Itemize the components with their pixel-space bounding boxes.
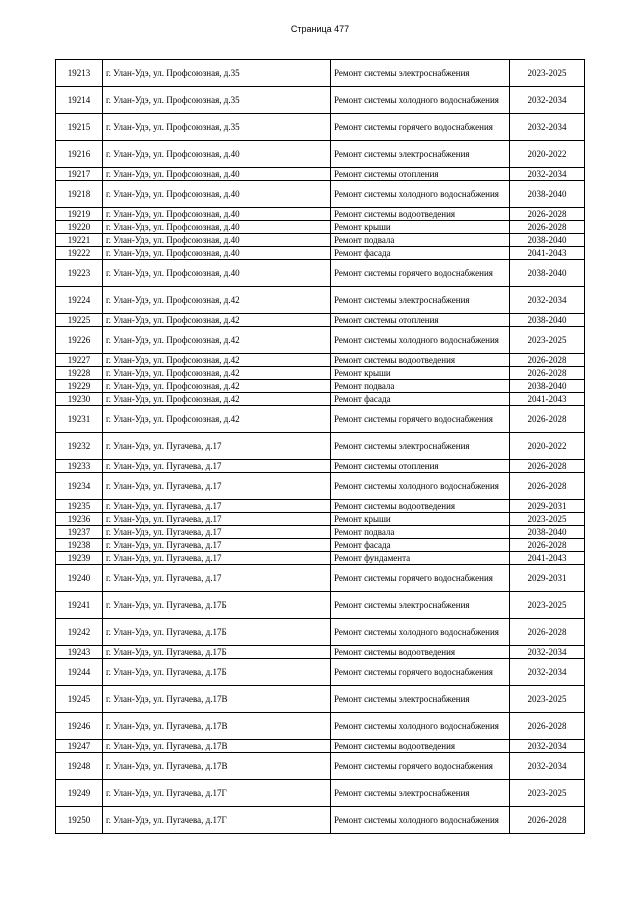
work-type-cell: Ремонт системы электроснабжения — [331, 686, 510, 713]
row-number-cell: 19224 — [56, 287, 103, 314]
table-row — [56, 393, 585, 406]
table-row — [56, 260, 585, 287]
period-cell: 2026-2028 — [510, 619, 585, 646]
table-row — [56, 380, 585, 393]
period-cell: 2032-2034 — [510, 646, 585, 659]
address-cell: г. Улан-Удэ, ул. Профсоюзная, д.40 — [103, 141, 331, 168]
row-number-cell: 19226 — [56, 327, 103, 354]
period-cell: 2032-2034 — [510, 659, 585, 686]
row-number-cell: 19235 — [56, 500, 103, 513]
table-row — [56, 807, 585, 834]
row-number-cell: 19247 — [56, 740, 103, 753]
period-cell: 2020-2022 — [510, 141, 585, 168]
table-row — [56, 287, 585, 314]
work-type-cell: Ремонт системы водоотведения — [331, 646, 510, 659]
row-number-cell: 19223 — [56, 260, 103, 287]
row-number-cell: 19233 — [56, 460, 103, 473]
work-type-cell: Ремонт системы электроснабжения — [331, 780, 510, 807]
address-cell: г. Улан-Удэ, ул. Пугачева, д.17Б — [103, 659, 331, 686]
table-row — [56, 247, 585, 260]
address-cell: г. Улан-Удэ, ул. Пугачева, д.17 — [103, 513, 331, 526]
row-number-cell: 19237 — [56, 526, 103, 539]
table-row — [56, 114, 585, 141]
table-row — [56, 500, 585, 513]
period-cell: 2026-2028 — [510, 807, 585, 834]
table-row — [56, 659, 585, 686]
table-row — [56, 513, 585, 526]
period-cell: 2032-2034 — [510, 114, 585, 141]
address-cell: г. Улан-Удэ, ул. Пугачева, д.17 — [103, 539, 331, 552]
period-cell: 2038-2040 — [510, 526, 585, 539]
table-row — [56, 181, 585, 208]
period-cell: 2026-2028 — [510, 367, 585, 380]
period-cell: 2029-2031 — [510, 500, 585, 513]
row-number-cell: 19220 — [56, 221, 103, 234]
address-cell: г. Улан-Удэ, ул. Профсоюзная, д.42 — [103, 406, 331, 433]
work-type-cell: Ремонт крыши — [331, 513, 510, 526]
address-cell: г. Улан-Удэ, ул. Профсоюзная, д.40 — [103, 260, 331, 287]
address-cell: г. Улан-Удэ, ул. Пугачева, д.17В — [103, 753, 331, 780]
work-type-cell: Ремонт крыши — [331, 367, 510, 380]
period-cell: 2026-2028 — [510, 473, 585, 500]
row-number-cell: 19248 — [56, 753, 103, 780]
address-cell: г. Улан-Удэ, ул. Пугачева, д.17Г — [103, 780, 331, 807]
table-row — [56, 141, 585, 168]
work-type-cell: Ремонт системы отопления — [331, 314, 510, 327]
row-number-cell: 19217 — [56, 168, 103, 181]
work-type-cell: Ремонт системы холодного водоснабжения — [331, 327, 510, 354]
period-cell: 2038-2040 — [510, 181, 585, 208]
work-type-cell: Ремонт подвала — [331, 526, 510, 539]
row-number-cell: 19244 — [56, 659, 103, 686]
work-type-cell: Ремонт системы холодного водоснабжения — [331, 713, 510, 740]
address-cell: г. Улан-Удэ, ул. Профсоюзная, д.42 — [103, 393, 331, 406]
work-type-cell: Ремонт системы горячего водоснабжения — [331, 659, 510, 686]
work-type-cell: Ремонт системы отопления — [331, 168, 510, 181]
row-number-cell: 19213 — [56, 60, 103, 87]
work-type-cell: Ремонт фасада — [331, 539, 510, 552]
address-cell: г. Улан-Удэ, ул. Пугачева, д.17Б — [103, 646, 331, 659]
period-cell: 2032-2034 — [510, 753, 585, 780]
address-cell: г. Улан-Удэ, ул. Профсоюзная, д.42 — [103, 327, 331, 354]
address-cell: г. Улан-Удэ, ул. Профсоюзная, д.40 — [103, 221, 331, 234]
table-row — [56, 565, 585, 592]
work-type-cell: Ремонт системы холодного водоснабжения — [331, 473, 510, 500]
table-row — [56, 460, 585, 473]
page-number-label: Страница 477 — [290, 24, 350, 34]
period-cell: 2023-2025 — [510, 60, 585, 87]
table-row — [56, 60, 585, 87]
row-number-cell: 19228 — [56, 367, 103, 380]
repair-schedule-table — [55, 59, 585, 834]
address-cell: г. Улан-Удэ, ул. Профсоюзная, д.35 — [103, 114, 331, 141]
row-number-cell: 19242 — [56, 619, 103, 646]
table-row — [56, 168, 585, 181]
period-cell: 2032-2034 — [510, 87, 585, 114]
address-cell: г. Улан-Удэ, ул. Профсоюзная, д.42 — [103, 314, 331, 327]
period-cell: 2026-2028 — [510, 539, 585, 552]
table-row — [56, 354, 585, 367]
work-type-cell: Ремонт крыши — [331, 221, 510, 234]
period-cell: 2041-2043 — [510, 393, 585, 406]
table-row — [56, 473, 585, 500]
row-number-cell: 19216 — [56, 141, 103, 168]
period-cell: 2023-2025 — [510, 686, 585, 713]
table-row — [56, 367, 585, 380]
row-number-cell: 19232 — [56, 433, 103, 460]
address-cell: г. Улан-Удэ, ул. Профсоюзная, д.42 — [103, 367, 331, 380]
work-type-cell: Ремонт системы водоотведения — [331, 740, 510, 753]
period-cell: 2032-2034 — [510, 168, 585, 181]
period-cell: 2026-2028 — [510, 221, 585, 234]
row-number-cell: 19221 — [56, 234, 103, 247]
table-row — [56, 433, 585, 460]
table-row — [56, 646, 585, 659]
table-row — [56, 406, 585, 433]
row-number-cell: 19214 — [56, 87, 103, 114]
period-cell: 2041-2043 — [510, 552, 585, 565]
address-cell: г. Улан-Удэ, ул. Пугачева, д.17Б — [103, 592, 331, 619]
row-number-cell: 19249 — [56, 780, 103, 807]
table-body — [56, 60, 585, 834]
period-cell: 2023-2025 — [510, 513, 585, 526]
row-number-cell: 19246 — [56, 713, 103, 740]
row-number-cell: 19215 — [56, 114, 103, 141]
row-number-cell: 19241 — [56, 592, 103, 619]
work-type-cell: Ремонт системы горячего водоснабжения — [331, 114, 510, 141]
address-cell: г. Улан-Удэ, ул. Пугачева, д.17В — [103, 713, 331, 740]
work-type-cell: Ремонт системы электроснабжения — [331, 592, 510, 619]
work-type-cell: Ремонт фасада — [331, 393, 510, 406]
row-number-cell: 19227 — [56, 354, 103, 367]
table-row — [56, 740, 585, 753]
address-cell: г. Улан-Удэ, ул. Профсоюзная, д.35 — [103, 87, 331, 114]
address-cell: г. Улан-Удэ, ул. Пугачева, д.17 — [103, 433, 331, 460]
table-row — [56, 526, 585, 539]
work-type-cell: Ремонт системы электроснабжения — [331, 60, 510, 87]
work-type-cell: Ремонт системы электроснабжения — [331, 287, 510, 314]
period-cell: 2023-2025 — [510, 780, 585, 807]
row-number-cell: 19231 — [56, 406, 103, 433]
address-cell: г. Улан-Удэ, ул. Профсоюзная, д.40 — [103, 234, 331, 247]
row-number-cell: 19245 — [56, 686, 103, 713]
table-row — [56, 552, 585, 565]
work-type-cell: Ремонт системы водоотведения — [331, 208, 510, 221]
row-number-cell: 19218 — [56, 181, 103, 208]
work-type-cell: Ремонт подвала — [331, 234, 510, 247]
address-cell: г. Улан-Удэ, ул. Профсоюзная, д.40 — [103, 208, 331, 221]
table-row — [56, 619, 585, 646]
period-cell: 2026-2028 — [510, 713, 585, 740]
address-cell: г. Улан-Удэ, ул. Пугачева, д.17 — [103, 552, 331, 565]
address-cell: г. Улан-Удэ, ул. Профсоюзная, д.42 — [103, 380, 331, 393]
period-cell: 2026-2028 — [510, 208, 585, 221]
work-type-cell: Ремонт системы горячего водоснабжения — [331, 406, 510, 433]
table-row — [56, 234, 585, 247]
table-row — [56, 314, 585, 327]
work-type-cell: Ремонт подвала — [331, 380, 510, 393]
period-cell: 2023-2025 — [510, 327, 585, 354]
row-number-cell: 19234 — [56, 473, 103, 500]
work-type-cell: Ремонт системы электроснабжения — [331, 433, 510, 460]
work-type-cell: Ремонт системы водоотведения — [331, 500, 510, 513]
address-cell: г. Улан-Удэ, ул. Профсоюзная, д.42 — [103, 354, 331, 367]
address-cell: г. Улан-Удэ, ул. Профсоюзная, д.40 — [103, 247, 331, 260]
table-row — [56, 713, 585, 740]
period-cell: 2020-2022 — [510, 433, 585, 460]
work-type-cell: Ремонт системы холодного водоснабжения — [331, 619, 510, 646]
work-type-cell: Ремонт системы электроснабжения — [331, 141, 510, 168]
row-number-cell: 19238 — [56, 539, 103, 552]
row-number-cell: 19229 — [56, 380, 103, 393]
period-cell: 2041-2043 — [510, 247, 585, 260]
table-row — [56, 327, 585, 354]
table-row — [56, 780, 585, 807]
work-type-cell: Ремонт системы холодного водоснабжения — [331, 87, 510, 114]
address-cell: г. Улан-Удэ, ул. Пугачева, д.17Б — [103, 619, 331, 646]
address-cell: г. Улан-Удэ, ул. Профсоюзная, д.35 — [103, 60, 331, 87]
table-row — [56, 753, 585, 780]
address-cell: г. Улан-Удэ, ул. Профсоюзная, д.40 — [103, 168, 331, 181]
address-cell: г. Улан-Удэ, ул. Пугачева, д.17В — [103, 686, 331, 713]
table-row — [56, 221, 585, 234]
period-cell: 2023-2025 — [510, 592, 585, 619]
table-row — [56, 208, 585, 221]
table-row — [56, 686, 585, 713]
address-cell: г. Улан-Удэ, ул. Пугачева, д.17В — [103, 740, 331, 753]
period-cell: 2038-2040 — [510, 380, 585, 393]
work-type-cell: Ремонт фундамента — [331, 552, 510, 565]
address-cell: г. Улан-Удэ, ул. Пугачева, д.17Г — [103, 807, 331, 834]
address-cell: г. Улан-Удэ, ул. Пугачева, д.17 — [103, 473, 331, 500]
row-number-cell: 19240 — [56, 565, 103, 592]
work-type-cell: Ремонт системы отопления — [331, 460, 510, 473]
period-cell: 2038-2040 — [510, 260, 585, 287]
row-number-cell: 19236 — [56, 513, 103, 526]
row-number-cell: 19243 — [56, 646, 103, 659]
row-number-cell: 19230 — [56, 393, 103, 406]
work-type-cell: Ремонт системы холодного водоснабжения — [331, 181, 510, 208]
row-number-cell: 19239 — [56, 552, 103, 565]
row-number-cell: 19250 — [56, 807, 103, 834]
work-type-cell: Ремонт системы горячего водоснабжения — [331, 565, 510, 592]
address-cell: г. Улан-Удэ, ул. Пугачева, д.17 — [103, 565, 331, 592]
row-number-cell: 19222 — [56, 247, 103, 260]
work-type-cell: Ремонт системы горячего водоснабжения — [331, 260, 510, 287]
period-cell: 2026-2028 — [510, 460, 585, 473]
period-cell: 2026-2028 — [510, 354, 585, 367]
address-cell: г. Улан-Удэ, ул. Пугачева, д.17 — [103, 460, 331, 473]
period-cell: 2029-2031 — [510, 565, 585, 592]
table-row — [56, 592, 585, 619]
work-type-cell: Ремонт фасада — [331, 247, 510, 260]
work-type-cell: Ремонт системы водоотведения — [331, 354, 510, 367]
row-number-cell: 19219 — [56, 208, 103, 221]
period-cell: 2032-2034 — [510, 740, 585, 753]
table-row — [56, 87, 585, 114]
period-cell: 2038-2040 — [510, 234, 585, 247]
address-cell: г. Улан-Удэ, ул. Пугачева, д.17 — [103, 526, 331, 539]
work-type-cell: Ремонт системы холодного водоснабжения — [331, 807, 510, 834]
work-type-cell: Ремонт системы горячего водоснабжения — [331, 753, 510, 780]
address-cell: г. Улан-Удэ, ул. Пугачева, д.17 — [103, 500, 331, 513]
period-cell: 2038-2040 — [510, 314, 585, 327]
address-cell: г. Улан-Удэ, ул. Профсоюзная, д.40 — [103, 181, 331, 208]
row-number-cell: 19225 — [56, 314, 103, 327]
address-cell: г. Улан-Удэ, ул. Профсоюзная, д.42 — [103, 287, 331, 314]
table-row — [56, 539, 585, 552]
period-cell: 2032-2034 — [510, 287, 585, 314]
period-cell: 2026-2028 — [510, 406, 585, 433]
